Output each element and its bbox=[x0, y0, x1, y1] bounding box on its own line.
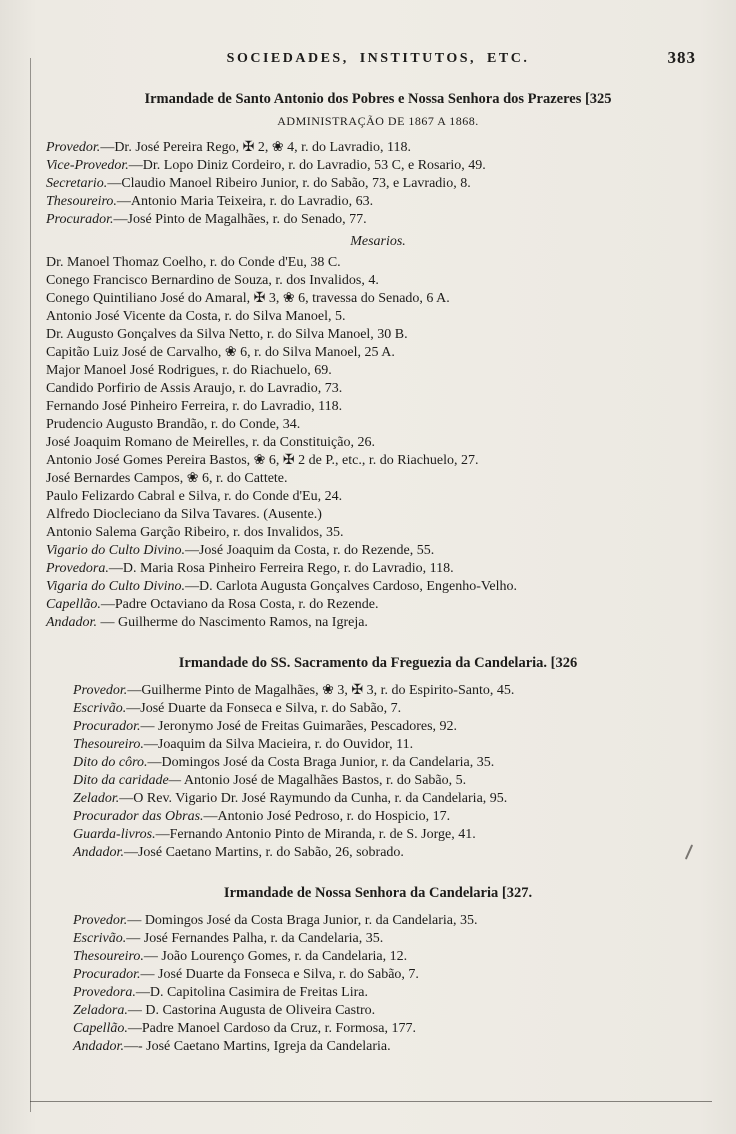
entry-line: Andador.—José Caetano Martins, r. do Sabão, 26, sobrado. bbox=[73, 845, 404, 860]
entry-role-label: Provedor. bbox=[46, 140, 101, 155]
entry-role-label: Provedora. bbox=[73, 985, 136, 1000]
entry-line: Secretario.—Claudio Manoel Ribeiro Junior, r. do Sabão, 73, e Lavradio, 8. bbox=[46, 176, 471, 191]
entry-role-label: Vigario do Culto Divino. bbox=[46, 543, 185, 558]
entry-role-label: Provedor. bbox=[73, 683, 128, 698]
entry-role-label: Thesoureiro. bbox=[46, 194, 117, 209]
entry-line: Candido Porfirio de Assis Araujo, r. do Lavradio, 73. bbox=[46, 381, 343, 396]
entry-role-label: Procurador. bbox=[73, 967, 141, 982]
entry-line: Provedora.—D. Maria Rosa Pinheiro Ferreira Rego, r. do Lavradio, 118. bbox=[46, 561, 454, 576]
entry-role-label: Procurador. bbox=[46, 212, 114, 227]
entry-role-label: Capellão. bbox=[73, 1021, 128, 1036]
entry-line: Thesoureiro.—Antonio Maria Teixeira, r. do Lavradio, 63. bbox=[46, 194, 374, 209]
entry-role-label: Escrivão. bbox=[73, 931, 127, 946]
entry-line: Provedor.—Dr. José Pereira Rego, ✠ 2, ❀ 4, r. do Lavradio, 118. bbox=[46, 140, 411, 155]
entry-list bbox=[46, 682, 710, 862]
entry-line: Antonio Salema Garção Ribeiro, r. dos Invalidos, 35. bbox=[46, 525, 344, 540]
entry-line: Capellão.—Padre Octaviano da Rosa Costa, r. do Rezende. bbox=[46, 597, 379, 612]
entry-role-label: Andador. bbox=[73, 1039, 124, 1054]
entry-line: Zelador.—O Rev. Vigario Dr. José Raymundo da Cunha, r. da Candelaria, 95. bbox=[73, 791, 508, 806]
entry-role-label: Escrivão. bbox=[73, 701, 127, 716]
entry-line: Vice-Provedor.—Dr. Lopo Diniz Cordeiro, r. do Lavradio, 53 C, e Rosario, 49. bbox=[46, 158, 486, 173]
entry-line: Procurador.— Jeronymo José de Freitas Guimarães, Pescadores, 92. bbox=[73, 719, 458, 734]
entry-line: Procurador.—José Pinto de Magalhães, r. do Senado, 77. bbox=[46, 212, 367, 227]
entry-line: Procurador das Obras.—Antonio José Pedroso, r. do Hospicio, 17. bbox=[73, 809, 451, 824]
section-title: Irmandade do SS. Sacramento da Freguezia da Candelaria. [326 bbox=[178, 655, 578, 671]
entry-list bbox=[46, 912, 710, 1056]
entry-role-label: Procurador das Obras. bbox=[73, 809, 204, 824]
entry-line: Paulo Felizardo Cabral e Silva, r. do Conde d'Eu, 24. bbox=[46, 489, 343, 504]
entry-role-label: Zelador. bbox=[73, 791, 120, 806]
entry-role-label: Secretario. bbox=[46, 176, 108, 191]
section-title: Irmandade de Santo Antonio dos Pobres e Nossa Senhora dos Prazeres [325 bbox=[144, 91, 612, 107]
entry-role-label: Andador. bbox=[46, 615, 97, 630]
entry-line: Provedor.—Guilherme Pinto de Magalhães, ❀ 3, ✠ 3, r. do Espirito-Santo, 45. bbox=[73, 683, 515, 698]
running-title: SOCIEDADES, INSTITUTOS, ETC. bbox=[226, 51, 530, 66]
entry-line: Procurador.— José Duarte da Fonseca e Silva, r. do Sabão, 7. bbox=[73, 967, 419, 982]
entry-line: Escrivão.— José Fernandes Palha, r. da Candelaria, 35. bbox=[73, 931, 384, 946]
mesarios-heading: Mesarios. bbox=[350, 234, 406, 249]
entry-role-label: Capellão. bbox=[46, 597, 101, 612]
entry-line: Dr. Augusto Gonçalves da Silva Netto, r. do Silva Manoel, 30 B. bbox=[46, 327, 408, 342]
society-section bbox=[46, 654, 710, 862]
section-title: Irmandade de Nossa Senhora da Candelaria [327. bbox=[223, 885, 533, 901]
entry-line: Escrivão.—José Duarte da Fonseca e Silva, r. do Sabão, 7. bbox=[73, 701, 402, 716]
entry-line: Antonio José Vicente da Costa, r. do Silva Manoel, 5. bbox=[46, 309, 346, 324]
entry-role-label: Dito do côro. bbox=[73, 755, 148, 770]
entry-line: Prudencio Augusto Brandão, r. do Conde, 34. bbox=[46, 417, 301, 432]
entry-line: Fernando José Pinheiro Ferreira, r. do Lavradio, 118. bbox=[46, 399, 343, 414]
sections bbox=[46, 90, 710, 1056]
entry-line: Guarda-livros.—Fernando Antonio Pinto de Miranda, r. de S. Jorge, 41. bbox=[73, 827, 476, 842]
page-number: 383 bbox=[667, 48, 696, 67]
entry-line: Thesoureiro.—Joaquim da Silva Macieira, r. do Ouvidor, 11. bbox=[73, 737, 414, 752]
entry-line: Andador.—- José Caetano Martins, Igreja da Candelaria. bbox=[73, 1039, 391, 1054]
entry-line: Capellão.—Padre Manoel Cardoso da Cruz, r. Formosa, 177. bbox=[73, 1021, 416, 1036]
entry-line: Capitão Luiz José de Carvalho, ❀ 6, r. do Silva Manoel, 25 A. bbox=[46, 345, 395, 360]
entry-line: Dito da caridade— Antonio José de Magalhães Bastos, r. do Sabão, 5. bbox=[73, 773, 467, 788]
society-section bbox=[46, 90, 710, 632]
scan-bottom-rule bbox=[30, 1101, 712, 1102]
entry-role-label: Dito da caridade— bbox=[73, 773, 182, 788]
entry-line: Andador. — Guilherme do Nascimento Ramos, na Igreja. bbox=[46, 615, 368, 630]
entry-role-label: Provedor. bbox=[73, 913, 128, 928]
entry-list bbox=[46, 254, 710, 632]
entry-line: Provedor.— Domingos José da Costa Braga Junior, r. da Candelaria, 35. bbox=[73, 913, 478, 928]
entry-role-label: Procurador. bbox=[73, 719, 141, 734]
scan-left-edge-line bbox=[30, 58, 31, 1112]
entry-role-label: Vice-Provedor. bbox=[46, 158, 129, 173]
society-section bbox=[46, 884, 710, 1056]
entry-line: Zeladora.— D. Castorina Augusta de Oliveira Castro. bbox=[73, 1003, 376, 1018]
entry-line: José Joaquim Romano de Meirelles, r. da Constituição, 26. bbox=[46, 435, 375, 450]
entry-role-label: Guarda-livros. bbox=[73, 827, 156, 842]
entry-line: Conego Quintiliano José do Amaral, ✠ 3, ❀ 6, travessa do Senado, 6 A. bbox=[46, 291, 450, 306]
entry-role-label: Zeladora. bbox=[73, 1003, 128, 1018]
entry-line: Provedora.—D. Capitolina Casimira de Freitas Lira. bbox=[73, 985, 368, 1000]
entry-line: José Bernardes Campos, ❀ 6, r. do Cattete. bbox=[46, 471, 288, 486]
entry-line: Dr. Manoel Thomaz Coelho, r. do Conde d'Eu, 38 C. bbox=[46, 255, 341, 270]
entry-role-label: Thesoureiro. bbox=[73, 737, 144, 752]
page-header bbox=[46, 50, 710, 70]
entry-role-label: Vigaria do Culto Divino. bbox=[46, 579, 185, 594]
entry-line: Vigario do Culto Divino.—José Joaquim da Costa, r. do Rezende, 55. bbox=[46, 543, 435, 558]
administration-heading: ADMINISTRAÇÃO DE 1867 A 1868. bbox=[277, 114, 479, 128]
entry-line: Major Manoel José Rodrigues, r. do Riachuelo, 69. bbox=[46, 363, 332, 378]
entry-role-label: Andador. bbox=[73, 845, 124, 860]
entry-line: Thesoureiro.— João Lourenço Gomes, r. da Candelaria, 12. bbox=[73, 949, 408, 964]
entry-role-label: Provedora. bbox=[46, 561, 109, 576]
entry-list bbox=[46, 139, 710, 229]
entry-line: Antonio José Gomes Pereira Bastos, ❀ 6, ✠ 2 de P., etc., r. do Riachuelo, 27. bbox=[46, 453, 479, 468]
entry-role-label: Thesoureiro. bbox=[73, 949, 144, 964]
entry-line: Vigaria do Culto Divino.—D. Carlota Augusta Gonçalves Cardoso, Engenho-Velho. bbox=[46, 579, 518, 594]
entry-line: Alfredo Diocleciano da Silva Tavares. (Ausente.) bbox=[46, 507, 322, 522]
entry-line: Conego Francisco Bernardino de Souza, r. dos Invalidos, 4. bbox=[46, 273, 379, 288]
entry-line: Dito do côro.—Domingos José da Costa Braga Junior, r. da Candelaria, 35. bbox=[73, 755, 495, 770]
page-content bbox=[46, 50, 710, 1056]
